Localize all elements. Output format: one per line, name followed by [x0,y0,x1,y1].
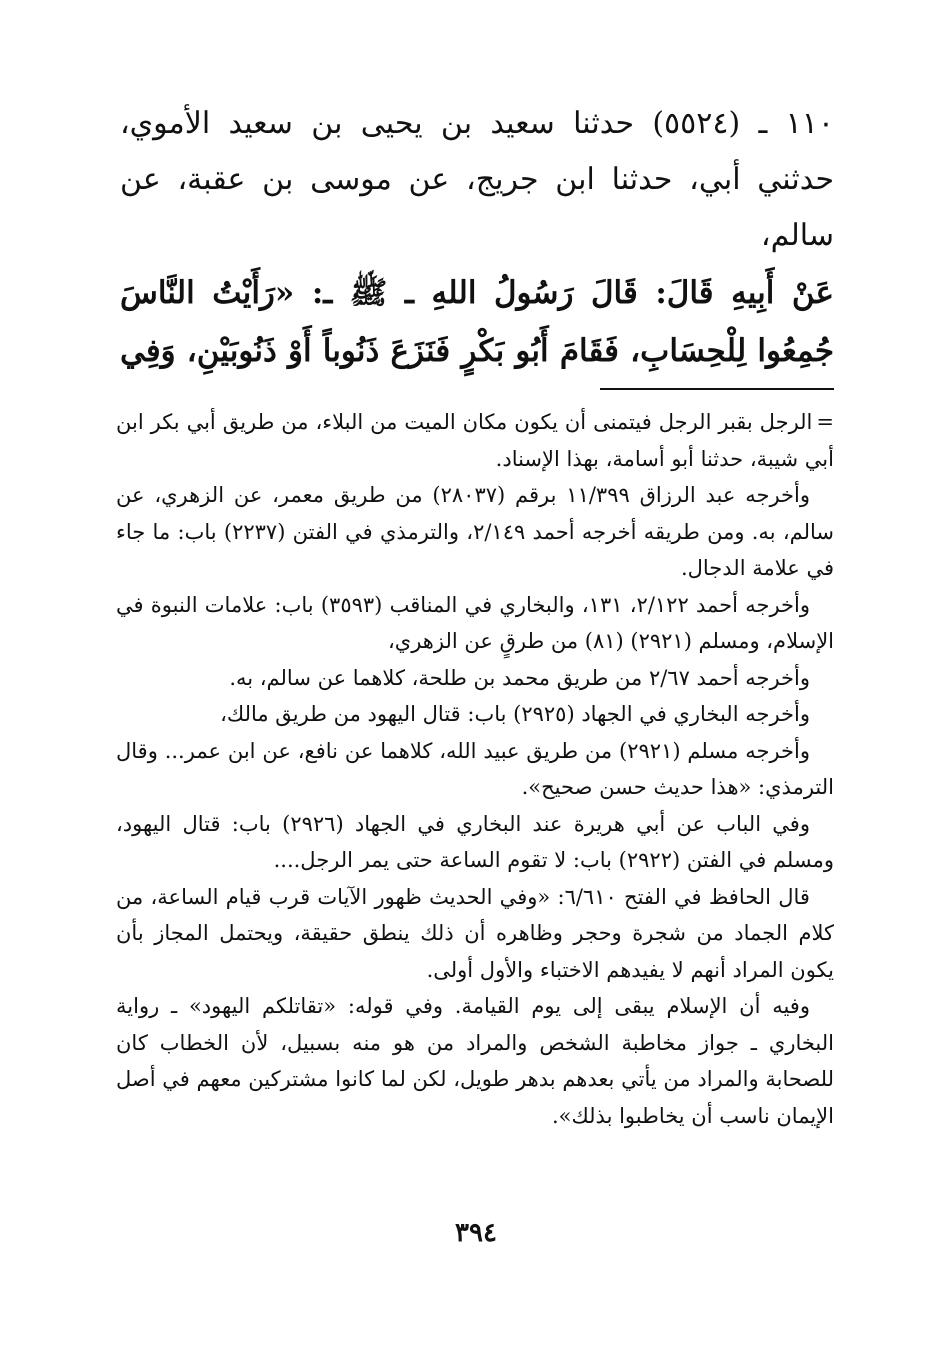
footnote-paragraph: وفيه أن الإسلام يبقى إلى يوم القيامة. وفي قوله: «تقاتلكم اليهود» ـ رواية البخاري ـ جواز مخاطبة الشخص والمراد من هو منه بسبيل، لأن الخطاب كان للصحابة والمراد من يأتي بعدهم بدهر طويل، لكن لما كانوا مشتركين معهم في أصل الإيمان ناسب أن يخاطبوا بذلك». [116,994,834,1128]
footnote-paragraph: وأخرجه عبد الرزاق ١١/٣٩٩ برقم (٢٨٠٣٧) من طريق معمر، عن الزهري، عن سالم، به. ومن طريقه أخرجه أحمد ٢/١٤٩، والترمذي في الفتن (٢٢٣٧) باب: ما جاء في علامة الدجال. [116,483,834,580]
footnote-paragraph: قال الحافظ في الفتح ٦/٦١٠: «وفي الحديث ظهور الآيات قرب قيام الساعة، من كلام الجماد من شجرة وحجر وظاهره أن ذلك ينطق حقيقة، ويحتمل المجاز بأن يكون المراد أنهم لا يفيدهم الاختباء والأول أولى. [116,884,834,982]
isnad-paragraph [120,96,834,264]
page-number: ٣٩٤ [455,1218,497,1248]
footnote-paragraph: وفي الباب عن أبي هريرة عند البخاري في الجهاد (٢٩٢٦) باب: قتال اليهود، ومسلم في الفتن (٢٩٢٢) باب: لا تقوم الساعة حتى يمر الرجل.... [116,811,834,872]
footnote-paragraph: وأخرجه البخاري في الجهاد (٢٩٢٥) باب: قتال اليهود من طريق مالك، [220,702,810,726]
footnote-divider [600,388,834,390]
continuation-mark: = [816,410,834,434]
footnote-paragraph: وأخرجه مسلم (٢٩٢١) من طريق عبيد الله، كلاهما عن نافع، عن ابن عمر... وقال الترمذي: «هذا حديث حسن صحيح». [116,738,834,799]
footnote-paragraph: وأخرجه أحمد ٢/٦٧ من طريق محمد بن طلحة، كلاهما عن سالم، به. [229,665,810,690]
footnote-paragraph: وأخرجه أحمد ٢/١٢٢، ١٣١، والبخاري في المناقب (٣٥٩٣) باب: علامات النبوة في الإسلام، ومسلم (٢٩٢١) (٨١) من طرقٍ عن الزهري، [116,592,834,653]
isnad-text: ١١٠ ـ (٥٥٢٤) حدثنا سعيد بن يحيى بن سعيد الأموي، حدثني أبي، حدثنا ابن جريج، عن موسى بن عقبة، عن سالم، [120,106,834,253]
footnote-paragraph [116,404,834,477]
footnotes [116,404,834,1134]
hadith-text: عَنْ أَبِيهِ قَالَ: قَالَ رَسُولُ اللهِ ـ ﷺ ـ: «رَأَيْتُ النَّاسَ جُمِعُوا لِلْحِسَابِ، فَقَامَ أَبُو بَكْرٍ فَنَزَعَ ذَنُوباً أَوْ ذَنُوبَيْنِ، وَفِي [120,275,834,369]
footnote-text: الرجل بقبر الرجل فيتمنى أن يكون مكان الميت من البلاء، من طريق أبي بكر ابن أبي شيبة، حدثنا أبو أسامة، بهذا الإسناد. [116,410,834,471]
